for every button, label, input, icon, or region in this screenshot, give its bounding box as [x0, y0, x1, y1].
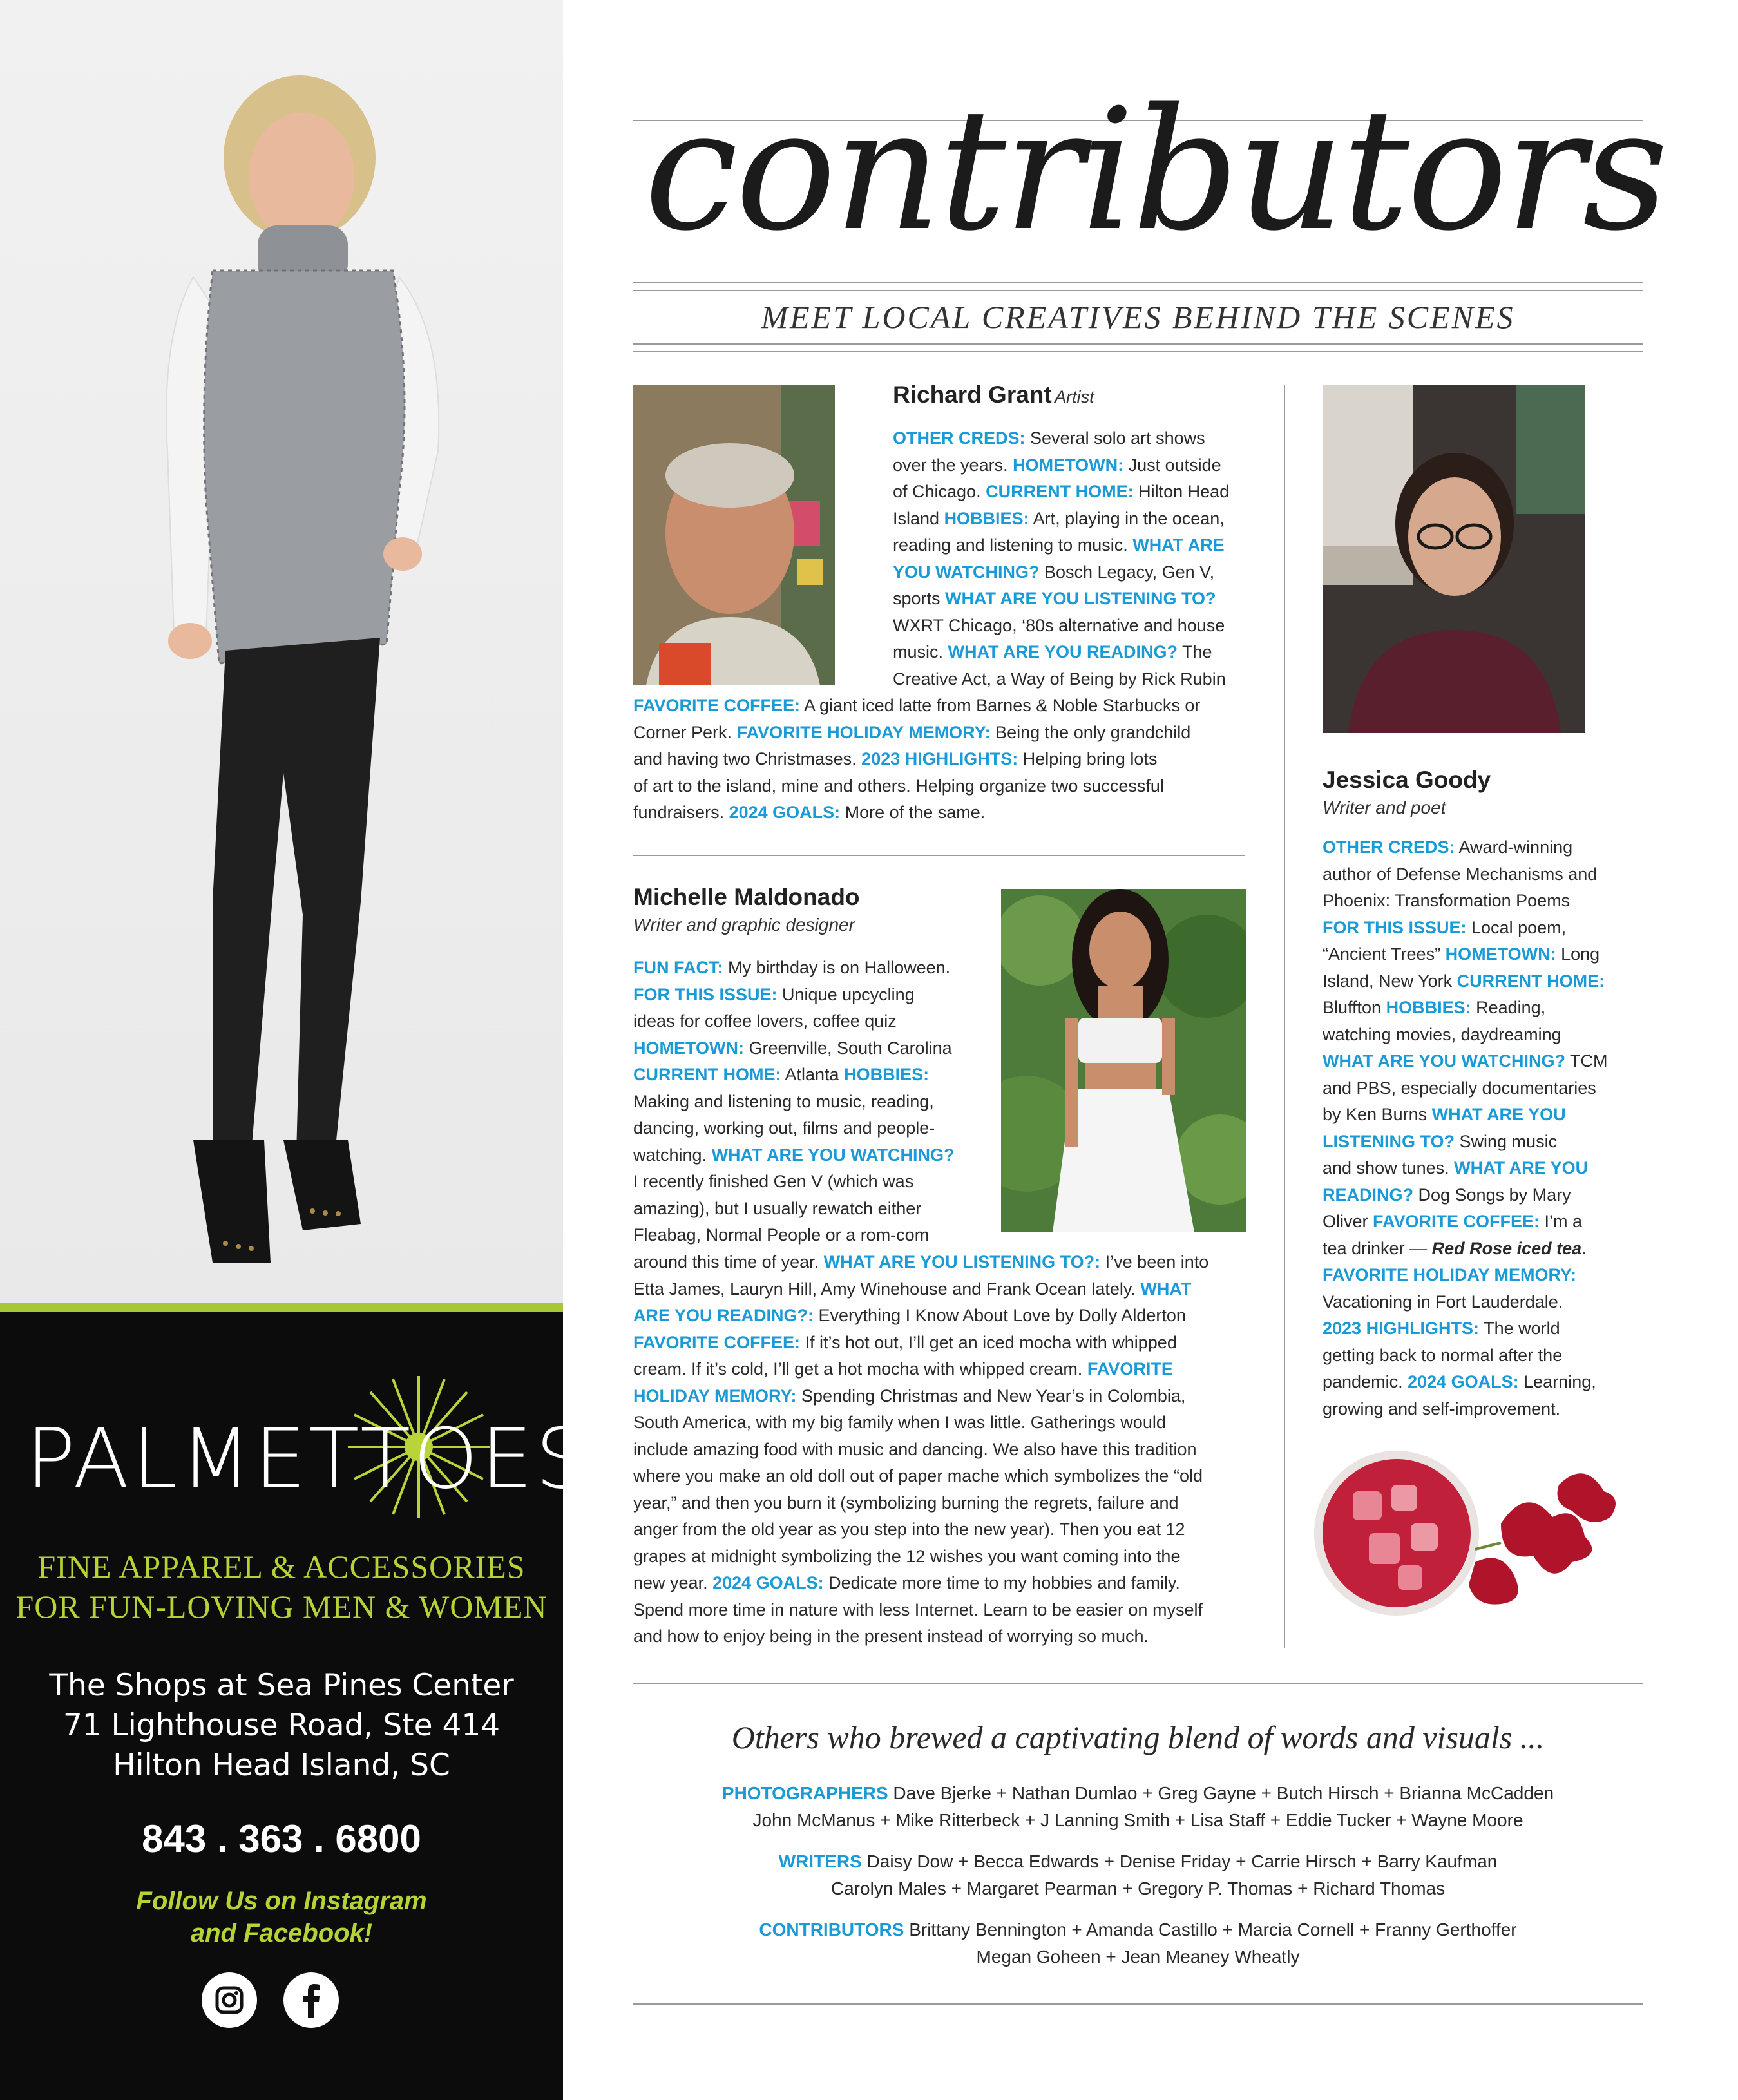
- richard-grant-bio-top: [893, 425, 1260, 692]
- bio-text: Corner Perk.: [633, 722, 737, 742]
- bio-line: [633, 773, 1239, 800]
- ad-model-photo: [0, 0, 563, 1303]
- bio-line: [1323, 1155, 1625, 1182]
- bio-line: [1323, 1048, 1625, 1075]
- bio-text: sports: [893, 589, 946, 608]
- bio-line: [633, 1409, 1252, 1437]
- bio-text: music.: [893, 642, 948, 662]
- bio-line: [1323, 1262, 1625, 1289]
- model-figure-illustration: [0, 0, 563, 1303]
- bio-line: [893, 559, 1260, 586]
- bio-line: [633, 1115, 994, 1142]
- header-rule-3: [633, 343, 1643, 345]
- bio-text: The: [1178, 642, 1212, 662]
- bio-text: The world: [1479, 1319, 1560, 1338]
- bio-label: HOBBIES:: [844, 1065, 930, 1084]
- bio-text: .: [1581, 1238, 1587, 1258]
- bio-line: [633, 1516, 1252, 1543]
- bio-text: Dedicate more time to my hobbies and family.: [823, 1573, 1180, 1592]
- michelle-maldonado-bio-top: [633, 955, 994, 1249]
- bio-text: Learning,: [1518, 1372, 1596, 1391]
- bio-text: Spend more time in nature with less Internet. Learn to be easier on myself: [633, 1599, 1203, 1619]
- bio-text: Everything I Know About Love by Dolly Alderton: [814, 1306, 1186, 1325]
- bio-label: 2024 GOALS:: [712, 1573, 824, 1592]
- credit-names: Brittany Bennington + Amanda Castillo + Marcia Cornell + Franny Gerthoffer: [904, 1920, 1517, 1940]
- bio-label: WHAT ARE YOU LISTENING TO?:: [823, 1252, 1101, 1272]
- credit-label: WRITERS: [778, 1851, 862, 1871]
- column-divider: [1284, 385, 1285, 1648]
- contributor-role: Writer and graphic designer: [633, 915, 855, 935]
- bio-line: [1323, 1208, 1625, 1236]
- jessica-goody-bio: [1323, 834, 1625, 1422]
- credit-names: John McManus + Mike Ritterbeck + J Lanning Smith + Lisa Staff + Eddie Tucker + Wayne Moore: [752, 1810, 1523, 1830]
- bio-text: WXRT Chicago, ‘80s alternative and house: [893, 615, 1225, 635]
- bio-line: [633, 1490, 1252, 1517]
- bio-text: Local poem,: [1466, 917, 1567, 937]
- bio-line: [633, 1623, 1252, 1650]
- contributor-role: Artist: [1055, 387, 1094, 406]
- bio-line: [893, 666, 1260, 693]
- bio-line: [633, 1169, 994, 1196]
- address-line-1: The Shops at Sea Pines Center: [49, 1668, 514, 1703]
- bio-line: [633, 1570, 1252, 1597]
- bio-label: WHAT ARE YOU WATCHING?: [1323, 1051, 1565, 1071]
- bio-line: [1323, 1075, 1625, 1102]
- bio-line: [633, 799, 1239, 826]
- bio-line: [633, 1383, 1252, 1410]
- jessica-goody-photo: [1323, 385, 1585, 733]
- bio-text: where you make an old doll out of paper mache which symbolizes the “old: [633, 1466, 1203, 1485]
- bio-line: [1323, 834, 1625, 861]
- bio-line: [1323, 1396, 1625, 1423]
- bio-label: WHAT ARE YOU: [1454, 1158, 1589, 1178]
- bio-text: I’m a: [1540, 1212, 1583, 1231]
- bio-text: growing and self-improvement.: [1323, 1398, 1561, 1418]
- bio-label: ARE YOU READING?:: [633, 1306, 814, 1325]
- others-heading: Others who brewed a captivating blend of words and visuals ...: [731, 1719, 1545, 1755]
- richard-grant-photo: [633, 385, 835, 685]
- bio-label: FOR THIS ISSUE:: [633, 984, 778, 1004]
- bio-line: [1323, 1129, 1625, 1156]
- others-photographers: [633, 1780, 1643, 1834]
- bio-text: Being the only grandchild: [990, 722, 1191, 742]
- bio-text: getting back to normal after the: [1323, 1345, 1563, 1365]
- bio-text: year,” and then you burn it (symbolizing burning the regrets, failure and: [633, 1493, 1179, 1513]
- bio-label: HOBBIES:: [944, 508, 1029, 528]
- michelle-maldonado-heading: [633, 884, 860, 935]
- bio-text: Long: [1556, 944, 1600, 964]
- ad-address: [0, 1666, 563, 1786]
- bio-label: HOMETOWN:: [1013, 455, 1124, 475]
- tagline-line-1: FINE APPAREL & ACCESSORIES: [37, 1549, 526, 1585]
- bio-text: and PBS, especially documentaries: [1323, 1078, 1596, 1098]
- bio-line: [633, 1062, 994, 1089]
- bio-text: Bosch Legacy, Gen V,: [1039, 562, 1215, 582]
- bio-emphasis: Red Rose iced tea: [1431, 1238, 1582, 1258]
- bio-line: [633, 1356, 1252, 1383]
- bio-line: [633, 1463, 1252, 1490]
- address-line-2: 71 Lighthouse Road, Ste 414: [62, 1708, 501, 1743]
- bio-line: [633, 1437, 1252, 1464]
- bio-text: Helping bring lots: [1018, 749, 1158, 768]
- bio-line: [633, 692, 1239, 720]
- bio-text: and show tunes.: [1323, 1158, 1455, 1178]
- follow-line-2: and Facebook!: [190, 1919, 373, 1947]
- bio-text: and how to enjoy being in the present instead of worrying so much.: [633, 1627, 1149, 1646]
- bio-line: [893, 532, 1260, 559]
- bio-line: [633, 1196, 994, 1223]
- bio-text: “Ancient Trees”: [1323, 944, 1446, 964]
- others-contributors: [633, 1916, 1643, 1971]
- page-title: contributors: [644, 73, 1666, 268]
- header-rule-2: [633, 290, 1643, 291]
- michelle-maldonado-bio-bottom: [633, 1249, 1252, 1650]
- credit-names: Megan Goheen + Jean Meaney Wheatly: [976, 1947, 1300, 1967]
- bio-text: include amazing food with music and dancing. We also have this tradition: [633, 1439, 1197, 1459]
- contributor-role: Writer and poet: [1323, 797, 1446, 817]
- bio-line: [1323, 941, 1625, 968]
- bio-label: WHAT ARE YOU LISTENING TO?: [945, 589, 1216, 608]
- portrait-photo-icon: [1001, 889, 1246, 1232]
- bio-text: watching movies, daydreaming: [1323, 1024, 1561, 1044]
- bio-text: Spending Christmas and New Year’s in Colombia,: [796, 1386, 1186, 1406]
- ad-tagline: [0, 1547, 563, 1627]
- tagline-line-2: FOR FUN-LOVING MEN & WOMEN: [15, 1589, 548, 1625]
- bio-line: [1323, 861, 1625, 888]
- bio-text: around this time of year.: [633, 1252, 824, 1272]
- bio-line: [633, 982, 994, 1009]
- credit-names: Carolyn Males + Margaret Pearman + Gregory P. Thomas + Richard Thomas: [830, 1878, 1446, 1898]
- bio-text: grapes at midnight symbolizing the 12 wishes you want coming into the: [633, 1546, 1181, 1566]
- ad-panel: [0, 1312, 591, 2100]
- bio-line: [893, 639, 1260, 666]
- ad-follow: [0, 1885, 563, 1949]
- bio-label: FUN FACT:: [633, 958, 723, 977]
- address-line-3: Hilton Head Island, SC: [113, 1748, 450, 1783]
- contributor-name: Richard Grant: [893, 381, 1052, 408]
- bio-label: 2024 GOALS:: [1408, 1372, 1519, 1391]
- bio-label: FAVORITE COFFEE:: [633, 696, 801, 715]
- bio-label: WHAT ARE YOU WATCHING?: [711, 1145, 955, 1165]
- bio-label: WHAT: [1140, 1279, 1192, 1299]
- bio-line: [1323, 888, 1625, 915]
- bio-line: [1323, 1182, 1625, 1209]
- facebook-icon[interactable]: [283, 1972, 339, 2028]
- bio-line: [633, 1008, 994, 1035]
- bio-text: watching.: [633, 1145, 712, 1165]
- iced-tea-illustration: [1308, 1446, 1630, 1620]
- bio-line: [893, 452, 1260, 479]
- bio-line: [633, 1142, 994, 1169]
- bio-text: Creative Act, a Way of Being by Rick Rubin: [893, 669, 1226, 689]
- bio-line: [633, 955, 994, 982]
- ad-accent-stripe: [0, 1303, 563, 1312]
- contributor-name: Michelle Maldonado: [633, 884, 860, 910]
- bio-label: FAVORITE COFFEE:: [633, 1332, 801, 1352]
- bio-text: anger from the old year as you step into the new year). Then you eat 12: [633, 1520, 1185, 1539]
- bio-line: [1323, 1342, 1625, 1370]
- bio-text: More of the same.: [840, 803, 986, 822]
- bio-text: Vacationing in Fort Lauderdale.: [1323, 1292, 1563, 1312]
- bio-label: FAVORITE COFFEE:: [1373, 1212, 1540, 1231]
- bio-text: and having two Christmases.: [633, 749, 862, 768]
- bio-text: I recently finished Gen V (which was: [633, 1172, 914, 1191]
- header-rule-4: [633, 351, 1643, 352]
- bio-text: Art, playing in the ocean,: [1029, 508, 1225, 528]
- bio-label: OTHER CREDS:: [1323, 837, 1455, 857]
- bio-text: of Chicago.: [893, 482, 986, 501]
- bio-text: My birthday is on Halloween.: [723, 958, 951, 977]
- credit-label: PHOTOGRAPHERS: [721, 1783, 888, 1803]
- bio-line: [1323, 1289, 1625, 1316]
- bio-line: [893, 506, 1260, 533]
- bio-line: [1323, 1102, 1625, 1129]
- bio-line: [1323, 995, 1625, 1022]
- bio-line: [893, 613, 1260, 640]
- bio-line: [633, 1222, 994, 1249]
- bio-label: YOU WATCHING?: [893, 562, 1040, 582]
- bio-line: [633, 1249, 1252, 1276]
- bio-text: I’ve been into: [1100, 1252, 1209, 1272]
- bio-text: of art to the island, mine and others. Helping organize two successful: [633, 776, 1164, 796]
- bio-text: amazing), but I usually rewatch either: [633, 1198, 922, 1218]
- bio-text: fundraisers.: [633, 803, 729, 822]
- credit-line: [633, 1916, 1643, 1943]
- credit-line: [633, 1780, 1643, 1807]
- bio-text: Bluffton: [1323, 998, 1386, 1017]
- bio-line: [633, 1543, 1252, 1570]
- bio-text: by Ken Burns: [1323, 1105, 1432, 1124]
- others-rule-bottom: [633, 2003, 1643, 2005]
- bio-text: Award-winning: [1455, 837, 1573, 857]
- bio-label: FAVORITE HOLIDAY MEMORY:: [1323, 1265, 1577, 1284]
- bio-text: Swing music: [1455, 1131, 1558, 1151]
- others-writers: [633, 1848, 1643, 1902]
- bio-label: 2024 GOALS:: [729, 803, 841, 822]
- bio-label: FAVORITE HOLIDAY MEMORY:: [736, 722, 991, 742]
- bio-label: CURRENT HOME:: [1456, 971, 1605, 991]
- bio-text: Just outside: [1123, 455, 1221, 475]
- bio-text: Hilton Head: [1133, 482, 1230, 501]
- bio-line: [1323, 1369, 1625, 1396]
- richard-grant-heading: [893, 381, 1094, 408]
- bio-line: [1323, 1022, 1625, 1049]
- bio-text: Several solo art shows: [1025, 428, 1205, 448]
- michelle-maldonado-photo: [1001, 889, 1246, 1232]
- bio-text: Oliver: [1323, 1212, 1373, 1231]
- bio-label: CURRENT HOME:: [633, 1065, 781, 1084]
- richard-grant-bio-bottom: [633, 692, 1239, 826]
- portrait-photo-icon: [1323, 385, 1585, 733]
- bio-line: [1323, 1315, 1625, 1342]
- page-subtitle: MEET LOCAL CREATIVES BEHIND THE SCENES: [761, 299, 1515, 335]
- bio-text: author of Defense Mechanisms and: [1323, 864, 1598, 884]
- bio-line: [633, 1303, 1252, 1330]
- others-rule-top: [633, 1683, 1643, 1684]
- bio-text: South America, with my big family when I was little. Gatherings would: [633, 1413, 1166, 1432]
- bio-label: FOR THIS ISSUE:: [1323, 917, 1467, 937]
- palmettoes-logo: [26, 1382, 591, 1537]
- bio-line: [1323, 915, 1625, 942]
- credit-label: CONTRIBUTORS: [759, 1920, 904, 1940]
- bio-text: Etta James, Lauryn Hill, Amy Winehouse and Frank Ocean lately.: [633, 1279, 1141, 1299]
- bio-line: [893, 425, 1260, 452]
- ad-phone[interactable]: 843 . 363 . 6800: [142, 1817, 421, 1860]
- bio-text: Greenville, South Carolina: [743, 1038, 952, 1058]
- bio-label: READING?: [1323, 1185, 1413, 1205]
- bio-line: [1323, 968, 1625, 995]
- contributor-name: Jessica Goody: [1323, 767, 1491, 793]
- bio-text: Island, New York: [1323, 971, 1457, 991]
- instagram-icon[interactable]: [202, 1972, 257, 2028]
- jessica-goody-heading: [1323, 767, 1491, 818]
- bio-text: tea drinker —: [1323, 1238, 1432, 1258]
- bio-label: WHAT ARE YOU: [1431, 1105, 1566, 1124]
- bio-text: Unique upcycling: [777, 984, 915, 1004]
- credit-names: Daisy Dow + Becca Edwards + Denise Friday + Carrie Hirsch + Barry Kaufman: [861, 1851, 1498, 1871]
- bio-text: TCM: [1565, 1051, 1608, 1071]
- bio-text: Atlanta: [781, 1065, 845, 1084]
- bio-line: [633, 1330, 1252, 1357]
- bio-text: dancing, working out, films and people-: [633, 1118, 935, 1138]
- bio-label: OTHER CREDS:: [893, 428, 1026, 448]
- bio-text: cream. If it’s cold, I’ll get a hot mocha with whipped cream.: [633, 1359, 1087, 1379]
- bio-text: pandemic.: [1323, 1372, 1408, 1391]
- bio-line: [633, 1597, 1252, 1624]
- bio-text: ideas for coffee lovers, coffee quiz: [633, 1011, 897, 1031]
- bio-text: new year.: [633, 1573, 713, 1592]
- bio-text: Island: [893, 508, 944, 528]
- bio-label: HOLIDAY MEMORY:: [633, 1386, 797, 1406]
- credit-line: [633, 1848, 1643, 1875]
- credit-names: Dave Bjerke + Nathan Dumlao + Greg Gayne + Butch Hirsch + Brianna McCadden: [888, 1783, 1554, 1803]
- bio-text: reading and listening to music.: [893, 535, 1133, 555]
- bio-text: Fleabag, Normal People or a rom-com: [633, 1225, 930, 1245]
- bio-label: HOMETOWN:: [633, 1038, 744, 1058]
- bio-label: HOMETOWN:: [1445, 944, 1556, 964]
- bio-line: [633, 1089, 994, 1116]
- bio-label: WHAT ARE: [1132, 535, 1225, 555]
- bio-line: [633, 746, 1239, 773]
- bio-line: [893, 479, 1260, 506]
- bio-label: 2023 HIGHLIGHTS:: [861, 749, 1018, 768]
- portrait-photo-icon: [633, 385, 835, 685]
- bio-line: [633, 1276, 1252, 1303]
- bio-line: [633, 720, 1239, 747]
- header-rule-1: [633, 282, 1643, 283]
- bio-line: [893, 586, 1260, 613]
- bio-text: Phoenix: Transformation Poems: [1323, 891, 1571, 910]
- iced-tea-icon: [1308, 1446, 1630, 1620]
- bio-label: FAVORITE: [1087, 1359, 1173, 1379]
- bio-label: 2023 HIGHLIGHTS:: [1323, 1319, 1480, 1338]
- bio-label: WHAT ARE YOU READING?: [948, 642, 1178, 662]
- bio-label: HOBBIES:: [1386, 998, 1471, 1017]
- bio-line: [633, 1035, 994, 1062]
- bio-line: [1323, 1236, 1625, 1263]
- bio-label: LISTENING TO?: [1323, 1131, 1455, 1151]
- bio-text: A giant iced latte from Barnes & Noble Starbucks or: [800, 696, 1201, 715]
- bio-label: CURRENT HOME:: [986, 482, 1134, 501]
- bio-text: Making and listening to music, reading,: [633, 1091, 934, 1111]
- section-divider: [633, 855, 1245, 856]
- brand-name: PALMETTOES: [26, 1411, 591, 1507]
- bio-text: over the years.: [893, 455, 1013, 475]
- bio-text: If it’s hot out, I’ll get an iced mocha with whipped: [800, 1332, 1177, 1352]
- bio-text: Reading,: [1471, 998, 1546, 1017]
- follow-line-1: Follow Us on Instagram: [136, 1887, 427, 1915]
- bio-text: Dog Songs by Mary: [1413, 1185, 1571, 1205]
